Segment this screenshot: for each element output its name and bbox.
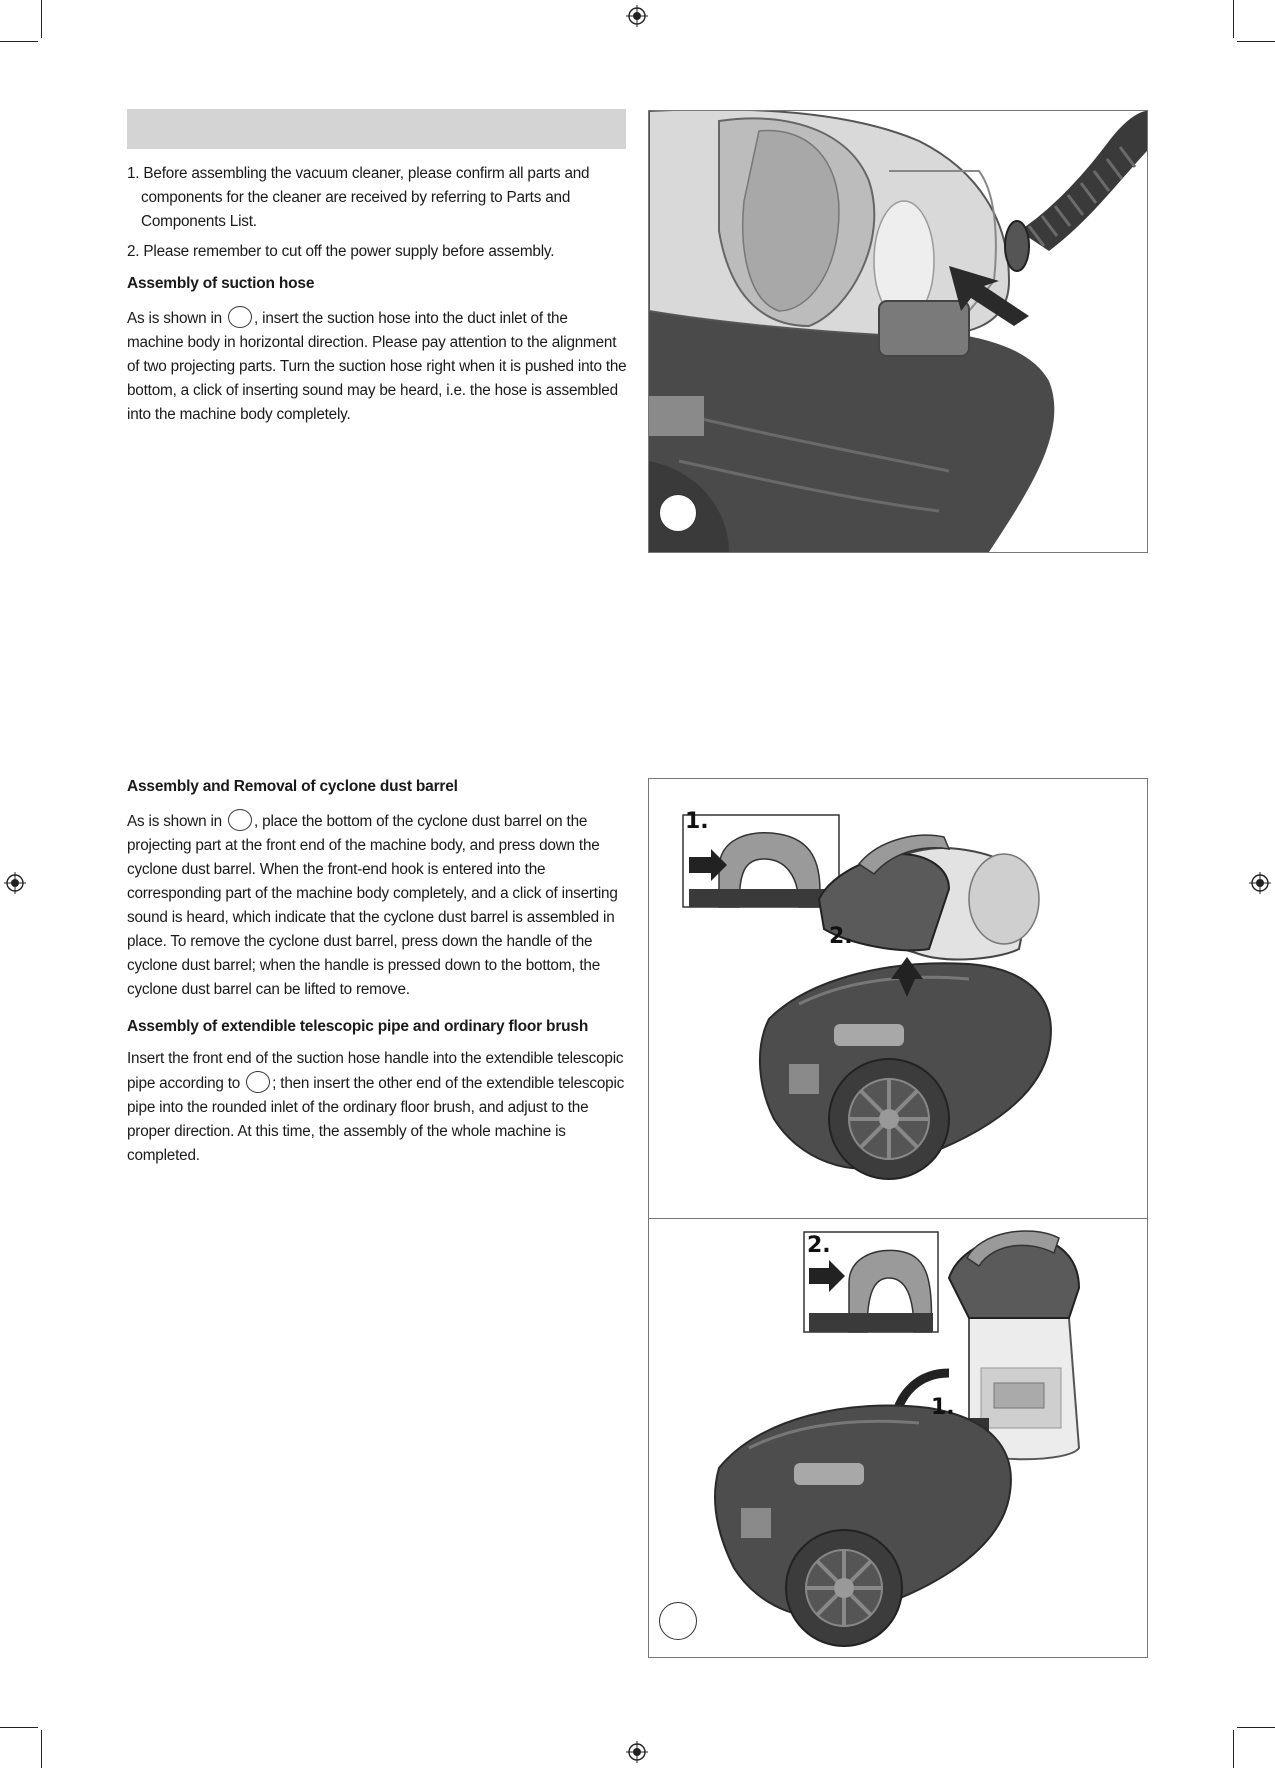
hose-figure (648, 110, 1148, 553)
figure-number-circle (659, 1602, 697, 1640)
crop-mark (1233, 1730, 1234, 1768)
registration-mark-icon (626, 5, 648, 27)
hose-section (127, 273, 627, 427)
crop-mark (0, 1727, 38, 1728)
registration-mark-icon (626, 1741, 648, 1763)
figure-ref-icon (228, 306, 252, 328)
crop-mark (1237, 1727, 1275, 1728)
bottom-inset-step-label: 2. (807, 1233, 831, 1258)
pipe-paragraph (127, 1047, 627, 1168)
barrel-figure (648, 778, 1148, 1658)
top-inset-step-label: 1. (685, 809, 709, 834)
crop-mark (41, 0, 42, 38)
pipe-heading: Assembly of extendible telescopic pipe and ordinary floor brush (127, 1018, 589, 1035)
figure-ref-icon (246, 1071, 270, 1093)
figure-ref-icon (228, 809, 252, 831)
pipe-text-post: ; then insert the other end of the extendible telescopic pipe into the rounded inlet of the ordinary floor brush, and adjust to the proper direction. At this time, the assembly of the whole machine is completed. (127, 1075, 625, 1164)
pipe-section (127, 1016, 627, 1168)
barrel-section (127, 776, 627, 1002)
figure-number-circle (659, 494, 697, 532)
hose-text-pre: As is shown in (127, 310, 222, 327)
barrel-paragraph (127, 809, 627, 1002)
top-main-step-label: 2. (829, 924, 853, 949)
hose-illustration (649, 111, 1147, 552)
crop-mark (1237, 41, 1275, 42)
registration-mark-icon (4, 872, 26, 894)
crop-mark (41, 1730, 42, 1768)
barrel-removal-illustration (649, 779, 1147, 1218)
intro-list (127, 162, 627, 264)
barrel-text-pre: As is shown in (127, 813, 222, 830)
barrel-text-post: , place the bottom of the cyclone dust barrel on the projecting part at the front end of the machine body, and press down the cyclone dust barrel. When the front-end hook is entered into the corresponding part of the machine body completely, and a click of inserting sound is heard, which indicate that the cyclone dust barrel is assembled in place. To remove the cyclone dust barrel, press down the handle of the cyclone dust barrel; when the handle is pressed down to the bottom, the cyclone dust barrel can be lifted to remove. (127, 813, 618, 998)
registration-mark-icon (1249, 872, 1271, 894)
hose-heading: Assembly of suction hose (127, 275, 315, 292)
intro-item: 2. Please remember to cut off the power supply before assembly. (127, 243, 555, 260)
crop-mark (1233, 0, 1234, 38)
crop-mark (0, 41, 38, 42)
pipe-text-pre: Insert the front end of the suction hose handle into the extendible telescopic pipe according to (127, 1050, 624, 1092)
hose-paragraph (127, 306, 627, 427)
hose-text-post: , insert the suction hose into the duct inlet of the machine body in horizontal direction. Please pay attention to the alignment of two projecting parts. Turn the suction hose right when it is pushed into the bottom, a click of inserting sound may be heard, i.e. the hose is assembled into the machine body completely. (127, 310, 627, 423)
intro-item: 1. Before assembling the vacuum cleaner, please confirm all parts and components for the cleaner are received by referring to Parts and Components List. (127, 165, 590, 230)
section-header-bar (127, 109, 626, 149)
barrel-heading: Assembly and Removal of cyclone dust barrel (127, 778, 458, 795)
barrel-assembly-illustration (649, 1218, 1147, 1657)
bottom-main-step-label: 1. (931, 1395, 955, 1420)
